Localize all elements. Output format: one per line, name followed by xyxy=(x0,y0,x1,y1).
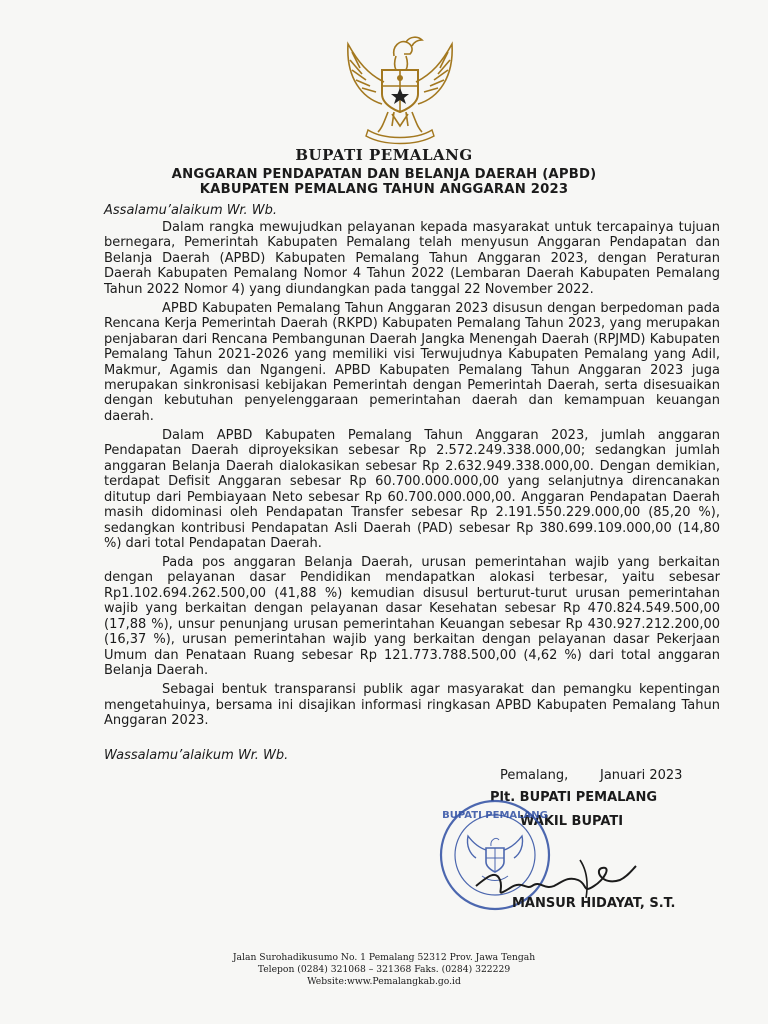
stamp-label: BUPATI PEMALANG xyxy=(442,810,548,821)
opening-greeting: Assalamu’alaikum Wr. Wb. xyxy=(104,203,278,218)
signature-place: Pemalang, xyxy=(500,768,569,783)
signatory-name: MANSUR HIDAYAT, S.T. xyxy=(512,896,676,911)
signature-position: Plt. BUPATI PEMALANG xyxy=(490,790,658,805)
garuda-emblem-icon xyxy=(338,26,462,146)
footer-address: Jalan Surohadikusumo No. 1 Pemalang 52312 Prov. Jawa Tengah xyxy=(232,952,536,963)
paragraph-4: Pada pos anggaran Belanja Daerah, urusan pemerintahan wajib yang berkaitan dengan pelayanan dasar Pendidikan mendapatkan alokasi terbesar, yaitu sebesar Rp1.102.694.262.500,00 (41,88 %) kemudian disusul berturut-turut urusan pemerintahan wajib yang berkaitan dengan pelayanan dasar Kesehatan sebesar Rp 470.824.549.500,00 (17,88 %), unsur penunjang urusan pemerintahan Keuangan sebesar Rp 430.927.212.200,00 (16,37 %), urusan pemerintahan wajib yang berkaitan dengan pelayanan dasar Pekerjaan Umum dan Penataan Ruang sebesar Rp 121.773.788.500,00 (4,62 %) dari total anggaran Belanja Daerah. xyxy=(104,555,720,679)
signature-subposition: WAKIL BUPATI xyxy=(520,814,624,829)
paragraph-2: APBD Kabupaten Pemalang Tahun Anggaran 2023 disusun dengan berpedoman pada Rencana Kerja Pemerintah Daerah (RKPD) Kabupaten Pemalang Tahun 2023, yang merupakan penjabaran dari Rencana Pembangunan Daerah Jangka Menengah Daerah (RPJMD) Kabupaten Pemalang Tahun 2021-2026 yang memiliki visi Terwujudnya Kabupaten Pemalang yang Adil, Makmur, Agamis dan Ngangeni. APBD Kabupaten Pemalang Tahun Anggaran 2023 juga merupakan sinkronisasi kebijakan Pemerintah dengan Pemerintah Daerah, serta disesuaikan dengan kebutuhan penyelenggaraan pemerintahan daerah dan kemampuan keuangan daerah. xyxy=(104,300,720,424)
letter-body xyxy=(104,220,720,732)
office-name: BUPATI PEMALANG xyxy=(295,146,473,164)
footer-phone: Telepon (0284) 321068 – 321368 Faks. (0284) 322229 xyxy=(257,964,511,975)
signature-date: Januari 2023 xyxy=(600,768,683,783)
document-title-line1: ANGGARAN PENDAPATAN DAN BELANJA DAERAH (APBD) xyxy=(171,167,597,182)
footer-website: Website:www.Pemalangkab.go.id xyxy=(307,976,461,987)
closing-greeting: Wassalamu’alaikum Wr. Wb. xyxy=(104,748,289,763)
document-title-line2: KABUPATEN PEMALANG TAHUN ANGGARAN 2023 xyxy=(199,182,569,197)
paragraph-1: Dalam rangka mewujudkan pelayanan kepada masyarakat untuk tercapainya tujuan bernegara, Pemerintah Kabupaten Pemalang telah menyusun Anggaran Pendapatan dan Belanja Daerah (APBD) Kabupaten Pemalang Tahun Anggaran 2023, dengan Peraturan Daerah Kabupaten Pemalang Nomor 4 Tahun 2022 (Lembaran Daerah Kabupaten Pemalang Tahun 2022 Nomor 4) yang diundangkan pada tanggal 22 November 2022. xyxy=(104,220,720,297)
paragraph-5: Sebagai bentuk transparansi publik agar masyarakat dan pemangku kepentingan mengetahuinya, bersama ini disajikan informasi ringkasan APBD Kabupaten Pemalang Tahun Anggaran 2023. xyxy=(104,682,720,729)
paragraph-3: Dalam APBD Kabupaten Pemalang Tahun Anggaran 2023, jumlah anggaran Pendapatan Daerah diproyeksikan sebesar Rp 2.572.249.338.000,00; sedangkan jumlah anggaran Belanja Daerah dialokasikan sebesar Rp 2.632.949.338.000,00. Dengan demikian, terdapat Defisit Anggaran sebesar Rp 60.700.000.000,00 yang selanjutnya direncanakan ditutup dari Pembiayaan Neto sebesar Rp 60.700.000.000,00. Anggaran Pendapatan Daerah masih didominasi oleh Pendapatan Transfer sebesar Rp 2.191.550.229.000,00 (85,20 %), sedangkan kontribusi Pendapatan Asli Daerah (PAD) sebesar Rp 380.699.109.000,00 (14,80 %) dari total Pendapatan Daerah. xyxy=(104,427,720,552)
